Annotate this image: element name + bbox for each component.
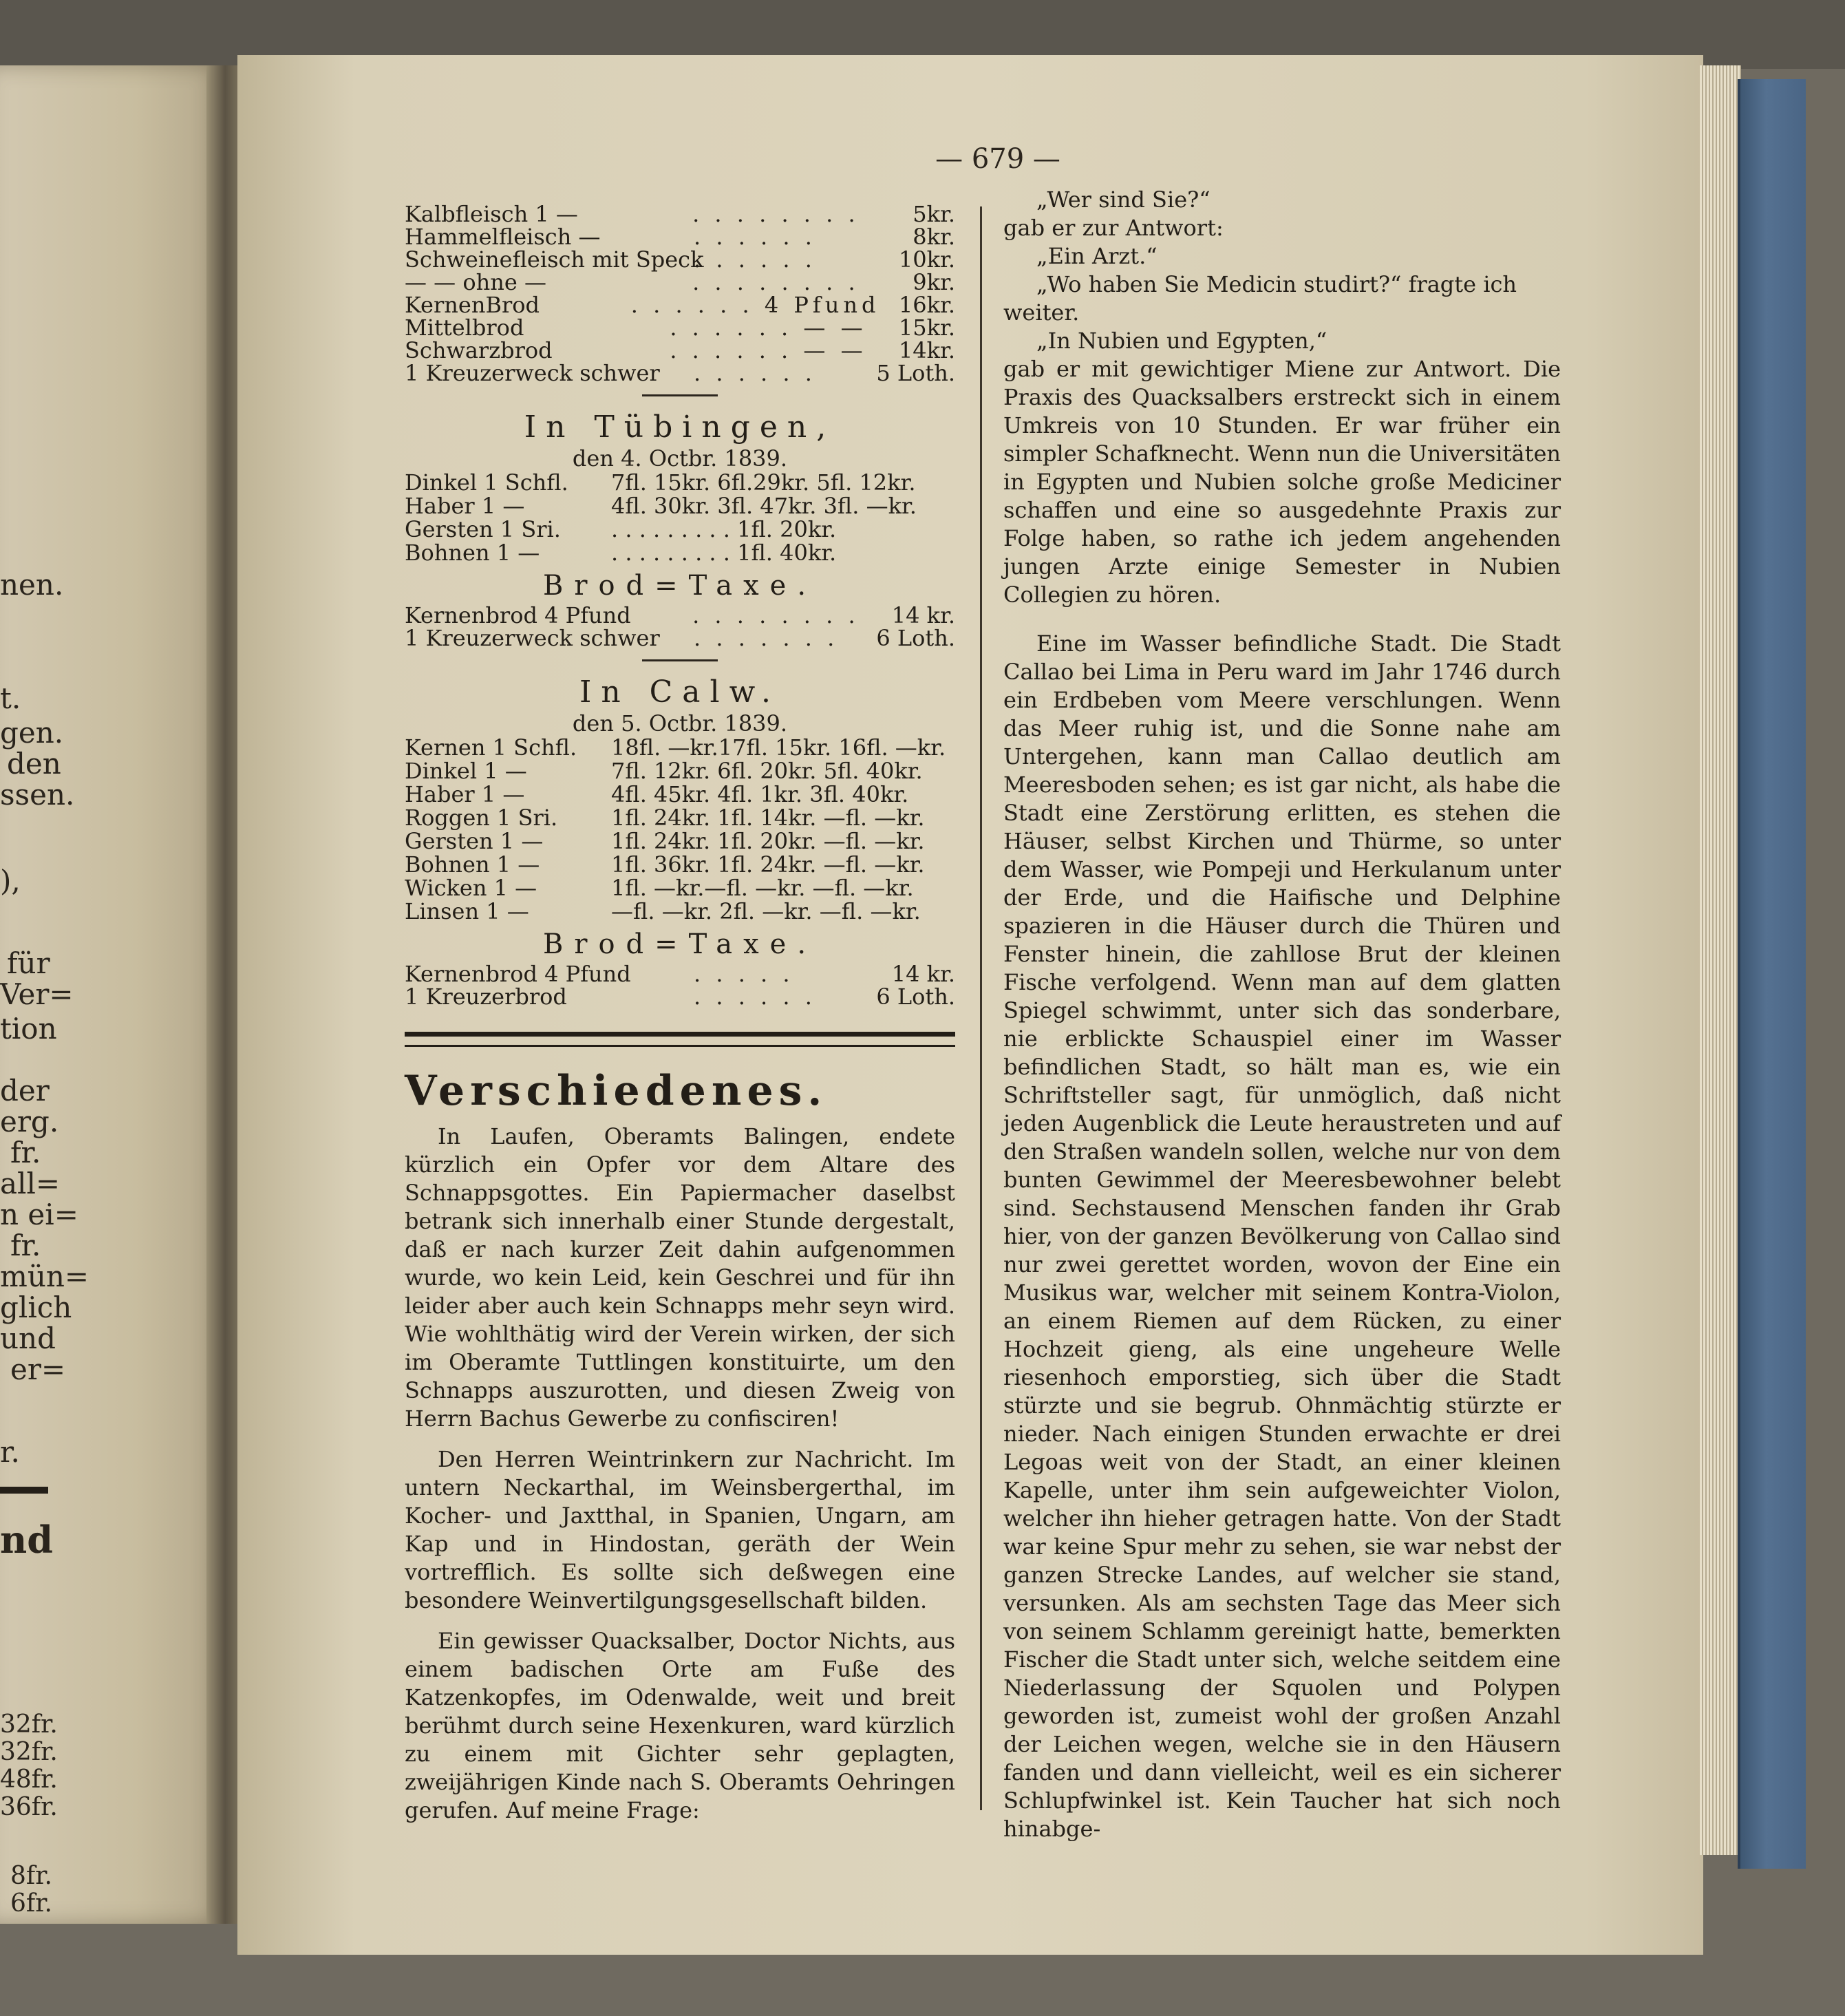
brod-taxe-heading: Brod=Taxe. <box>542 570 818 602</box>
separator-rule <box>642 659 718 661</box>
left-fragment: er= <box>10 1352 66 1386</box>
paragraph: Ein gewisser Quacksalber, Doctor Nichts, aus einem badischen Orte am Fuße des Katzenkopfes, im Odenwalde, weit und breit berühmt durch seine Hexenkuren, ward kürzlich zu einem mit Gichter sehr geplagten, zweijährigen Kinde nach S. Oberamts Oehringen gerufen. Auf meine Frage: <box>405 1628 955 1823</box>
left-fragment: 32fr. <box>0 1710 58 1739</box>
grain-row: Gersten 1 — 1fl. 24kr. 1fl. 20kr. —fl. —kr. <box>405 828 925 854</box>
left-fragment: der <box>0 1074 50 1107</box>
left-fragment: den <box>7 747 61 781</box>
grain-row: Dinkel 1 Schfl. 7fl. 15kr. 6fl.29kr. 5fl. 12kr. <box>405 469 916 496</box>
grain-table-tuebingen <box>405 471 955 564</box>
book-cover <box>1738 79 1806 1869</box>
grain-row: Linsen 1 — —fl. —kr. 2fl. —kr. —fl. —kr. <box>405 898 921 924</box>
left-fragment: r. <box>0 1435 20 1469</box>
price-row: — — ohne — . . . . . . . . 9kr. <box>405 269 955 295</box>
left-fragment: nen. <box>0 568 64 602</box>
left-fragment: glich <box>0 1291 72 1324</box>
price-row: Hammelfleisch — . . . . . . 8kr. <box>405 224 955 250</box>
heading-tuebingen: In Tübingen, <box>524 410 836 445</box>
price-row: 1 Kreuzerweck schwer . . . . . . . 6 Loth. <box>405 625 955 651</box>
price-row: Kernenbrod 4 Pfund . . . . . . . . 14 kr. <box>405 602 955 628</box>
grain-table-calw <box>405 736 955 923</box>
page-number: — 679 — <box>935 143 1060 175</box>
left-fragment: nd <box>0 1518 54 1562</box>
left-fragment: 32fr. <box>0 1738 58 1766</box>
left-column <box>405 203 955 1837</box>
left-rule <box>0 1487 48 1494</box>
left-fragment: all= <box>0 1167 61 1200</box>
brod-taxe-heading: Brod=Taxe. <box>542 929 818 960</box>
price-row: Kalbfleisch 1 — . . . . . . . . 5kr. <box>405 201 955 227</box>
price-row: Kernenbrod 4 Pfund . . . . . 14 kr. <box>405 961 955 987</box>
price-row: Schweinefleisch mit Speck . . . . . . 10kr. <box>405 246 955 273</box>
price-row: 1 Kreuzerweck schwer . . . . . . 5 Loth. <box>405 360 955 386</box>
left-fragment: 36fr. <box>0 1793 58 1821</box>
dialog-line: „In Nubien und Egypten,“ <box>1036 328 1327 354</box>
left-fragment: erg. <box>0 1105 59 1138</box>
paragraph: Eine im Wasser befindliche Stadt. Die Stadt Callao bei Lima in Peru ward im Jahr 1746 durch ein Erdbeben vom Meere verschlungen. Wenn das Meer ruhig ist, und die Sonne nahe am Untergehen, kann man Callao deutlich am Meeresboden sehen; es ist gar nicht, als habe die Stadt eine Zerstörung erlitten, es stehen die Häuser, selbst Kirchen und Thürme, so unter dem Wasser, wie Pompeji und Herkulanum unter der Erde, und die Haifische und Delphine spazieren in die Häuser durch die Thüren und Fenster hinein, die zahllose Brut der kleinen Fische verfolgend. Wenn man auf dem glatten Spiegel schwimmt, unter sich das sonderbare, nie erblickte Schauspiel einer im Wasser befindlichen Stadt, so hält man es, wie ein Schriftsteller sagt, für unmöglich, daß nicht jeden Augenblick die Leute heraustreten und auf den Straßen wandeln sollen, welche nur von dem bunten Gewimmel der Meeresbewohner belebt sind. Sechstausend Menschen fanden ihr Grab hier, von der ganzen Bevölkerung von Callao sind nur zwei gerettet worden, wovon der Eine ein Musikus war, welcher mit seinem Kontra-Violon, an einem Riemen auf dem Rücken, zu einer Hochzeit gieng, als eine ungeheure Welle riesenhoch emporstieg, sich über die Stadt stürzte und sie begrub. Ohnmächtig stürzte er nieder. Nach einigen Stunden erwachte er drei Legoas weit von der Stadt, an einer kleinen Kapelle, unter ihm sein aufgeweichter Violon, welcher ihn hieher getragen hatte. Von der Stadt war keine Spur mehr zu sehen, sie war nebst der ganzen Strecke Landes, auf welcher sie stand, versunken. Als am sechsten Tage das Meer sich von seinem Schlamm gereinigt hatte, bemerkten Fischer die Stadt unter sich, welche seitdem eine Niederlassung der Squolen und Polypen geworden ist, zumeist wohl der großen Anzahl der Leichen wegen, welche sie in den Häusern fanden und dann vielleicht, weil es ein sicherer Schlupfwinkel ist. Kein Taucher hat sich noch hinabge- <box>1003 630 1561 1842</box>
left-fragment: ssen. <box>0 778 75 811</box>
dialog-line: „Wo haben Sie Medicin studirt?“ fragte ich weiter. <box>1003 271 1517 326</box>
left-fragment: tion <box>0 1012 57 1046</box>
left-fragment: ), <box>0 864 21 898</box>
left-fragment: fr. <box>10 1136 41 1169</box>
price-row: Schwarzbrod . . . . . . — — 14kr. <box>405 337 955 363</box>
dialog-line: „Wer sind Sie?“ <box>1036 187 1211 213</box>
grain-row: Roggen 1 Sri. 1fl. 24kr. 1fl. 14kr. —fl. —kr. <box>405 805 925 831</box>
left-fragment: n ei= <box>0 1198 78 1231</box>
grain-row: Kernen 1 Schfl. 18fl. —kr.17fl. 15kr. 16fl. —kr. <box>405 734 946 761</box>
grain-row: Dinkel 1 — 7fl. 12kr. 6fl. 20kr. 5fl. 40kr. <box>405 758 923 784</box>
left-fragment: mün= <box>0 1260 89 1293</box>
left-fragment: gen. <box>0 716 64 750</box>
date-tuebingen: den 4. Octbr. 1839. <box>572 445 788 471</box>
left-fragment: t. <box>0 681 21 715</box>
price-row: 1 Kreuzerbrod . . . . . . 6 Loth. <box>405 984 955 1010</box>
left-fragment: Ver= <box>0 977 74 1011</box>
meat-price-list <box>405 203 955 385</box>
grain-row: Bohnen 1 — . . . . . . . . . 1fl. 40kr. <box>405 540 837 566</box>
left-page <box>0 65 227 1924</box>
grain-row: Bohnen 1 — 1fl. 36kr. 1fl. 24kr. —fl. —kr. <box>405 851 925 878</box>
section-title: Verschiedenes. <box>405 1067 828 1115</box>
paragraph: gab er mit gewichtiger Miene zur Antwort. Die Praxis des Quacksalbers erstreckt sich in einem Umkreis von 10 Stunden. Er war früher ein simpler Schafknecht. Wenn nun die Universitäten in Egypten und Nubien solche große Mediciner schaffen und eine so ausgedehnte Praxis zur Folge haben, so rathe ich jedem angehenden jungen Arzte einige Semester in Nubien Collegien zu hören. <box>1003 356 1561 608</box>
paragraph: Den Herren Weintrinkern zur Nachricht. Im untern Neckarthal, im Weinsbergerthal, im Kocher- und Jaxtthal, in Spanien, Ungarn, am Kap und in Hindostan, geräth der Wein vortrefflich. Es sollte sich deßwegen eine besondere Weinvertilgungsgesellschaft bilden. <box>405 1446 955 1613</box>
right-column <box>1003 186 1561 1856</box>
grain-row: Haber 1 — 4fl. 30kr. 3fl. 47kr. 3fl. —kr. <box>405 493 917 519</box>
dialog-line: „Ein Arzt.“ <box>1036 243 1158 269</box>
left-fragment: 8fr. <box>10 1862 52 1890</box>
paragraph: In Laufen, Oberamts Balingen, endete kürzlich ein Opfer vor dem Altare des Schnappsgottes. Ein Papiermacher daselbst betrank sich innerhalb einer Stunde dergestalt, daß er nach kurzer Zeit dahin aufgenommen wurde, wo kein Leid, kein Geschrei und für ihn leider aber auch kein Schnapps mehr seyn wird. Wie wohlthätig wird der Verein wirken, der sich im Oberamte Tuttlingen konstituirte, um den Schnapps auszurotten, und diesen Zweig von Herrn Bachus Gewerbe zu confisciren! <box>405 1123 955 1432</box>
left-fragment: 6fr. <box>10 1889 52 1918</box>
dialog-line: gab er zur Antwort: <box>1003 215 1224 241</box>
date-calw: den 5. Octbr. 1839. <box>572 710 788 736</box>
heading-calw: In Calw. <box>579 675 781 710</box>
price-row: KernenBrod . . . . . . 4 Pfund 16kr. <box>405 292 955 318</box>
price-row: Mittelbrod . . . . . . — — 15kr. <box>405 315 955 341</box>
page-edges <box>1700 65 1741 1855</box>
grain-row: Haber 1 — 4fl. 45kr. 4fl. 1kr. 3fl. 40kr. <box>405 781 909 807</box>
left-fragment: und <box>0 1322 56 1355</box>
grain-row: Gersten 1 Sri. . . . . . . . . . 1fl. 20kr. <box>405 516 837 542</box>
section-double-rule <box>405 1032 955 1047</box>
grain-row: Wicken 1 — 1fl. —kr.—fl. —kr. —fl. —kr. <box>405 875 914 901</box>
left-fragment: für <box>7 946 50 980</box>
column-divider <box>980 206 982 1810</box>
separator-rule <box>642 394 718 396</box>
left-fragment: 48fr. <box>0 1765 58 1794</box>
left-fragment: fr. <box>10 1229 41 1262</box>
